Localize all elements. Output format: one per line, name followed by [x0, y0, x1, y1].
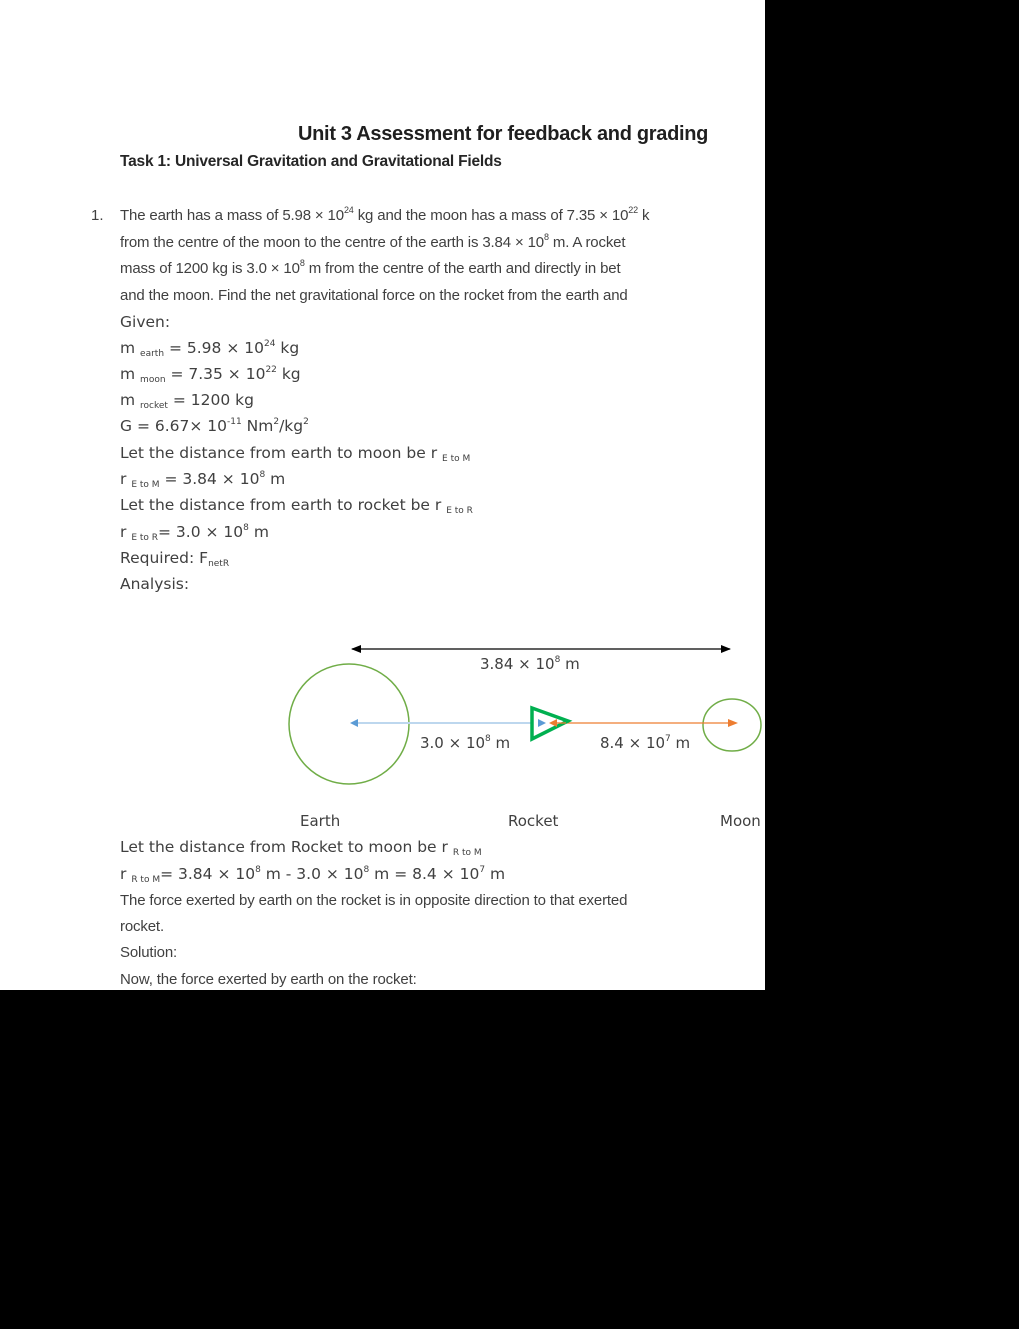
total-distance-label: $3.84 \times 10^8$ m	[480, 655, 580, 673]
given-g-constant: $G = 6.67\times 10^{-11}$ $Nm^2/kg^2$	[120, 417, 309, 435]
r-earth-rocket-value: r $_{E to R}= 3.0 \times 10^8$ m	[120, 523, 269, 543]
rocket-moon-distance-label: $8.4 \times 10^7$ m	[600, 734, 691, 752]
required-line: Required: $F_{netR}$	[120, 549, 230, 569]
solution-label: Solution:	[120, 944, 178, 961]
given-m-earth: m $_{earth} = 5.98 \times 10^{24}$ kg	[120, 339, 300, 359]
question-number: 1.	[91, 207, 104, 224]
moon-label: Moon	[720, 812, 761, 830]
blue-arrowhead-earth	[350, 719, 358, 727]
force-note-line-2: rocket.	[120, 918, 164, 935]
task-subtitle: Task 1: Universal Gravitation and Gravitational Fields	[120, 153, 502, 170]
analysis-label: Analysis:	[120, 575, 190, 593]
r-earth-moon-value: r $_{E to M} = 3.84 \times 10^8$ m	[120, 470, 286, 490]
solution-line: Now, the force exerted by earth on the rocket:	[120, 971, 417, 988]
orange-arrowhead-moon	[728, 719, 738, 727]
question-line-4: and the moon. Find the net gravitational force on the rocket from the earth and	[120, 287, 628, 304]
given-label: Given:	[120, 313, 171, 331]
question-line-3: mass of 1200 kg is $3.0 \times 10^8$ m from the centre of the earth and directly in bet	[120, 258, 621, 277]
earth-label: Earth	[300, 812, 341, 830]
given-m-moon: m $_{moon} = 7.35 \times 10^{22}$ kg	[120, 365, 301, 385]
r-rocket-moon-value: r $_{R to M}= 3.84 \times 10^8$ $m - 3.0 \times 10^8$ $m = 8.4 \times 10^7$ m	[120, 865, 506, 885]
question-line-1: The earth has a mass of $5.98 \times 10^{24}$ kg and the moon has a mass of $7.35 \times 10^{22}$ k	[120, 205, 650, 224]
question-line-2: from the centre of the moon to the centre of the earth is $3.84 \times 10^8$ m. A rocket	[120, 232, 626, 251]
rocket-label: Rocket	[508, 812, 559, 830]
force-note-line-1: The force exerted by earth on the rocket is in opposite direction to that exerted	[120, 892, 628, 909]
earth-rocket-distance-label: $3.0 \times 10^8$ m	[420, 734, 511, 752]
page-title: Unit 3 Assessment for feedback and grading	[298, 123, 709, 145]
let-r-rocket-moon: Let the distance from Rocket to moon be r $_{R to M}$	[120, 838, 482, 858]
let-r-earth-rocket: Let the distance from earth to rocket be r $_{E to R}$	[120, 496, 473, 516]
given-m-rocket: m $_{rocket}$ = 1200 kg	[120, 391, 254, 411]
let-r-earth-moon: Let the distance from earth to moon be r $_{E to M}$	[120, 444, 471, 464]
